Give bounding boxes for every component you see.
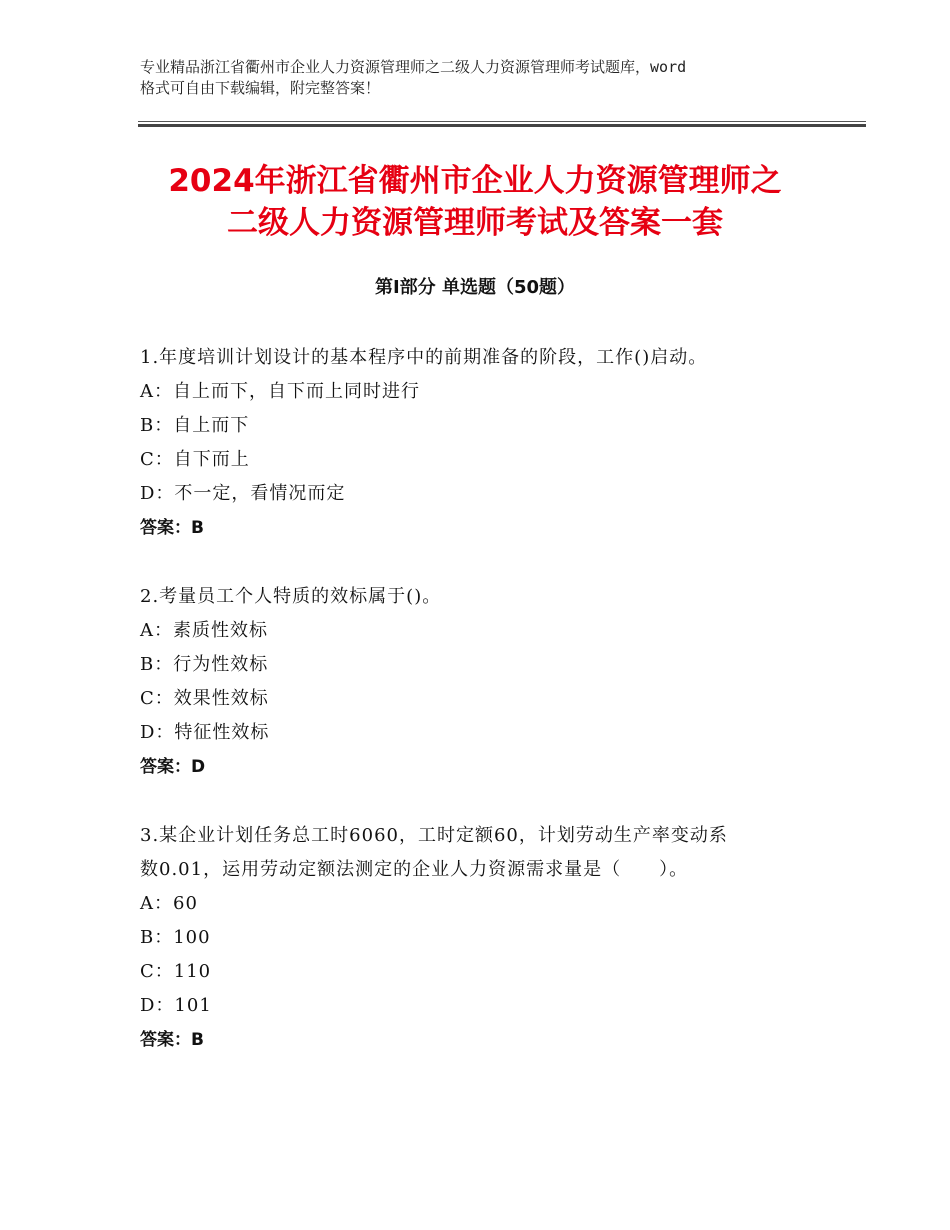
option-a: A：60 — [140, 893, 198, 914]
document-title-line-1: 2024年浙江省衢州市企业人力资源管理师之 — [168, 163, 782, 199]
option-b: B：行为性效标 — [140, 654, 269, 675]
section-heading: 第Ⅰ部分 单选题（50题） — [374, 277, 575, 298]
option-a: A：素质性效标 — [140, 620, 268, 641]
option-b: B：自上而下 — [140, 415, 250, 436]
option-c: C：效果性效标 — [140, 688, 269, 709]
document-title-line-2: 二级人力资源管理师考试及答案一套 — [227, 205, 723, 241]
option-d: D：不一定，看情况而定 — [140, 483, 346, 504]
header-note-line-2: 格式可自由下载编辑，附完整答案！ — [140, 79, 381, 97]
header-note-line-1: 专业精品浙江省衢州市企业人力资源管理师之二级人力资源管理师考试题库，word — [140, 58, 687, 76]
answer-line: 答案：B — [140, 518, 204, 538]
question-3 — [140, 819, 820, 1057]
answer-line: 答案：B — [140, 1030, 204, 1050]
question-1 — [140, 341, 820, 545]
option-c: C：110 — [140, 961, 212, 982]
question-stem: 2.考量员工个人特质的效标属于()。 — [140, 586, 442, 607]
header-divider — [138, 121, 866, 127]
header-note — [140, 57, 820, 99]
option-d: D：特征性效标 — [140, 722, 270, 743]
option-c: C：自下而上 — [140, 449, 250, 470]
question-stem-line-1: 3.某企业计划任务总工时6060，工时定额60，计划劳动生产率变动系 — [140, 825, 728, 846]
option-b: B：100 — [140, 927, 211, 948]
option-d: D：101 — [140, 995, 212, 1016]
question-stem: 1.年度培训计划设计的基本程序中的前期准备的阶段，工作()启动。 — [140, 347, 708, 368]
question-stem-line-2: 数0.01，运用劳动定额法测定的企业人力资源需求量是（ ）。 — [140, 859, 689, 880]
answer-line: 答案：D — [140, 757, 206, 777]
question-2 — [140, 580, 820, 784]
document-title — [100, 160, 850, 244]
option-a: A：自上而下，自下而上同时进行 — [140, 381, 420, 402]
